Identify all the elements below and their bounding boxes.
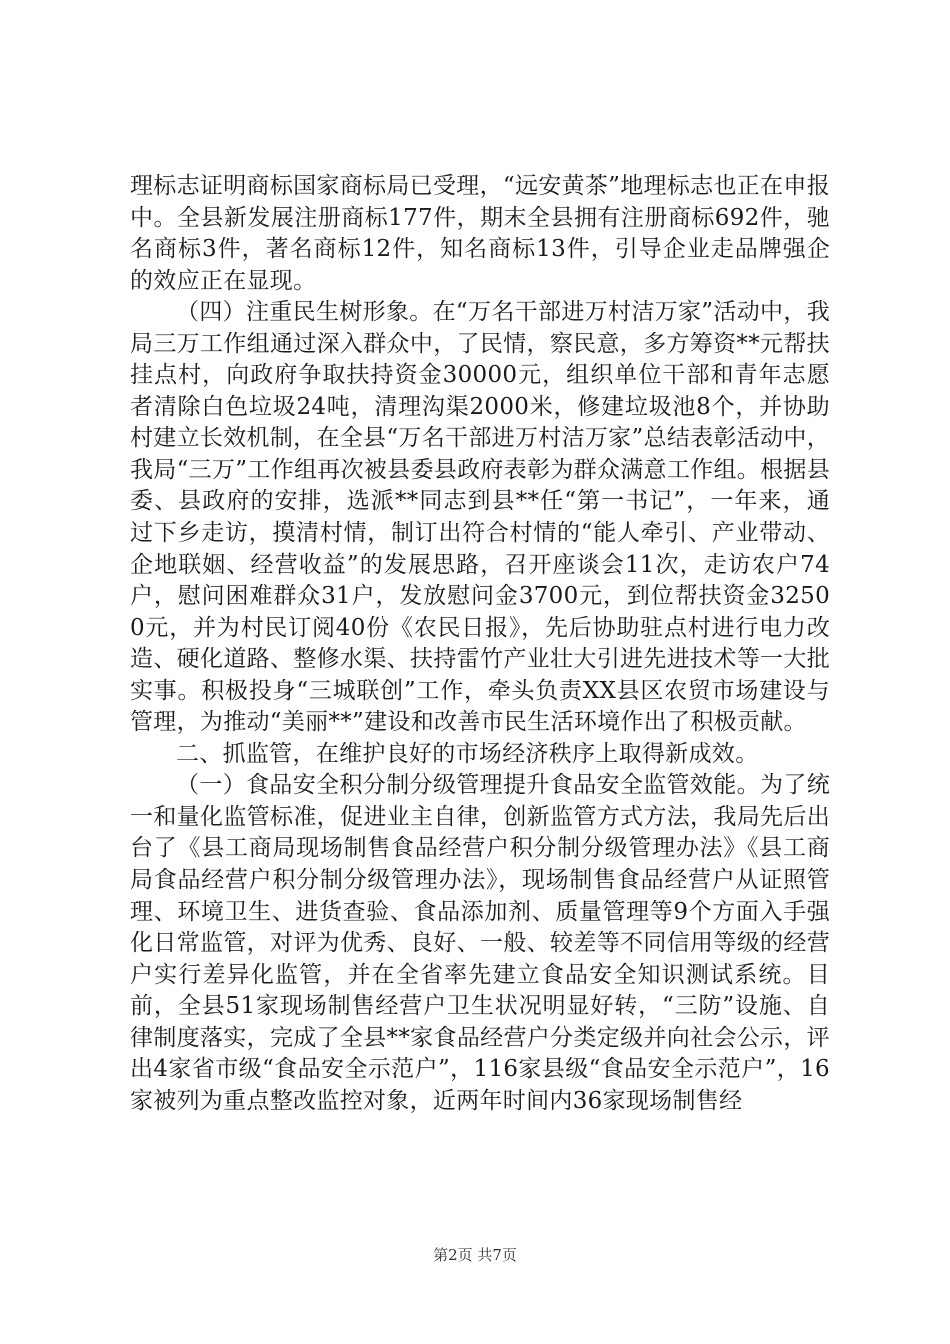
page-number-footer: 第2页 共7页 [433, 1246, 517, 1264]
paragraph-subsection-one: （一）食品安全积分制分级管理提升食品安全监管效能。为了统一和量化监管标准，促进业主自律，创新监管方式方法，我局先后出台了《县工商局现场制售食品经营户积分制分级管理办法》《县工商局食品经营户积分制分级管理办法》，现场制售食品经营户从证照管理、环境卫生、进货查验、食品添加剂、质量管理等9个方面入手强化日常监管，对评为优秀、良好、一般、较差等不同信用等级的经营户实行差异化监管，并在全省率先建立食品安全知识测试系统。目前，全县51家现场制售经营户卫生状况明显好转，“三防”设施、自律制度落实，完成了全县**家食品经营户分类定级并向社会公示，评出4家省市级“食品安全示范户”，116家县级“食品安全示范户”，16家被列为重点整改监控对象，近两年时间内36家现场制售经 [130, 772, 830, 1114]
document-body [130, 171, 830, 1117]
paragraph-continuation: 理标志证明商标国家商标局已受理，“远安黄茶”地理标志也正在申报中。全县新发展注册商标177件，期末全县拥有注册商标692件，驰名商标3件，著名商标12件，知名商标13件，引导企业走品牌强企的效应正在显现。 [130, 173, 830, 294]
paragraph-section-four: （四）注重民生树形象。在“万名干部进万村洁万家”活动中，我局三万工作组通过深入群众中，了民情，察民意，多方筹资**元帮扶挂点村，向政府争取扶持资金30000元，组织单位干部和青年志愿者清除白色垃圾24吨，清理沟渠2000米，修建垃圾池8个，并协助村建立长效机制，在全县“万名干部进万村洁万家”总结表彰活动中，我局“三万”工作组再次被县委县政府表彰为群众满意工作组。根据县委、县政府的安排，选派**同志到县**任“第一书记”，一年来，通过下乡走访，摸清村情，制订出符合村情的“能人牵引、产业带动、企地联姻、经营收益”的发展思路，召开座谈会11次，走访农户74户，慰问困难群众31户，发放慰问金3700元，到位帮扶资金32500元，并为村民订阅40份《农民日报》，先后协助驻点村进行电力改造、硬化道路、整修水渠、扶持雷竹产业壮大引进先进技术等一大批实事。积极投身“三城联创”工作，牵头负责XX县区农贸市场建设与管理，为推动“美丽**”建设和改善市民生活环境作出了积极贡献。 [130, 299, 830, 736]
section-heading-two: 二、抓监管，在维护良好的市场经济秩序上取得新成效。 [176, 740, 759, 767]
